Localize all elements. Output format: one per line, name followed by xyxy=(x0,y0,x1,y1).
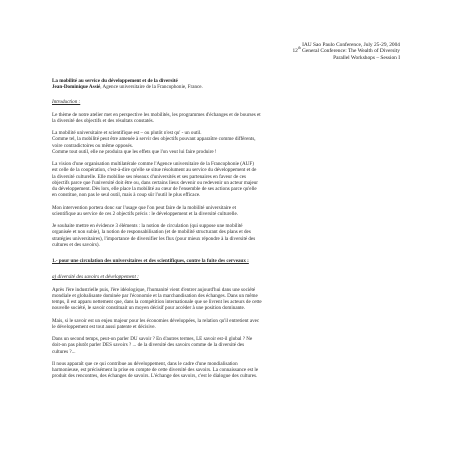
paragraph-line: en constitue, non pas le seul outil, mais à coup sûr l'outil le plus efficace. xyxy=(52,192,201,199)
paragraph-line: du développement. Dès lors, elle place la mobilité au cœur de l'ensemble de ses actions parce qu'elle xyxy=(52,186,257,193)
paragraph-line: cultures ?... xyxy=(52,348,76,355)
header-line-1: IAU Sao Paulo Conference, July 25-29, 2004 xyxy=(302,42,400,48)
paragraph-line: le développement est tout aussi patente et décisive. xyxy=(52,323,156,330)
paragraph xyxy=(52,223,400,248)
paragraph-line: Je souhaite mettre en évidence 3 éléments : la notion de circulation (qui suppose une mobilité xyxy=(52,223,243,230)
paragraph-line: Comme tout outil, elle ne produira que les effets que l'on veut lui faire produire ! xyxy=(52,148,217,155)
paragraph-line: Mais, si le savoir est un enjeu majeur pour les économies développées, la relation qu'il entretient avec xyxy=(52,317,260,324)
paragraph-line: nouvelle société, le savoir constituait un moyen décisif pour accéder à une position dominante. xyxy=(52,305,246,312)
paragraph-line: cultures et des savoirs). xyxy=(52,241,100,248)
paragraph-line: Il nous apparaît que ce qui contribue au développement, dans le cadre d'une mondialisation xyxy=(52,361,238,368)
title-block xyxy=(52,78,400,90)
section-1a-subheading: a) diversité des savoirs et développement : xyxy=(52,274,139,281)
conference-header xyxy=(52,42,400,61)
paragraph xyxy=(52,361,400,380)
header-line-2-text: General Conference: The Wealth of Diversity xyxy=(300,48,400,55)
header-line-2-number: 12 xyxy=(292,48,298,55)
paragraph xyxy=(52,112,400,124)
paragraph-line: Après l'ère industrielle puis, l'ère idéologique, l'humanité vient d'entrer aujourd'hui dans une société xyxy=(52,286,256,293)
paragraph-line: Comme tel, la mobilité peut être amenée à servir des objectifs pouvant apparaître comme différents, xyxy=(52,136,256,143)
paragraph-line: la diversité culturelle. Elle mobilise ses réseaux d'universités et ses partenaires en faveur de ces xyxy=(52,173,246,180)
paragraph-line: la diversité des objectifs et des résultats constatés. xyxy=(52,117,154,124)
intro-paragraphs xyxy=(52,112,400,248)
header-line-2-superscript: th xyxy=(297,46,301,51)
paragraph-line: produit des rencontres, des échanges de savoirs. L'échange des savoirs, c'est le dialogue des cultures. xyxy=(52,373,258,380)
paragraph-line: La vision d'une organisation multilatérale comme l'Agence universitaire de la Francophonie (AUF) xyxy=(52,161,254,168)
paragraph-line: harmonieuse, est précisément la prise en compte de cette diversité des savoirs. La connaissance est le xyxy=(52,367,259,374)
paragraph xyxy=(52,161,400,198)
paragraph-line: Mon intervention portera donc sur l'usage que l'on peut faire de la mobilité universitaire et xyxy=(52,204,237,211)
paragraph xyxy=(52,205,400,217)
paragraph-line: La mobilité universitaire et scientifique est – ou plutôt n'est qu' - un outil. xyxy=(52,130,202,137)
paragraph-line: objectifs parce que l'université doit être ou, dans certains lieux devenir ou redevenir un acteur majeur xyxy=(52,179,259,186)
paragraph xyxy=(52,318,400,330)
intro-heading: Introduction : xyxy=(52,99,81,106)
paragraph xyxy=(52,130,400,155)
paragraph xyxy=(52,287,400,312)
paragraph-line: stratégies universitaires), l'importance de diversifier les flux (pour mieux répondre à la diversité des xyxy=(52,235,256,242)
section-1-paragraphs xyxy=(52,287,400,380)
paragraph-line: voire contradictoires ou même opposés. xyxy=(52,142,134,149)
author-name: Jean-Dominique Assié xyxy=(52,84,101,91)
paragraph-line: mondiale et globalisante dominée par l'économie et la marchandisation des échanges. Dans un même xyxy=(52,292,258,299)
paragraph-line: Dans un second temps, peut-on parler DU savoir ? En d'autres termes, LE savoir est-il global ? Ne xyxy=(52,336,253,343)
paragraph-line: temps, il est apparu nettement que, dans la compétition internationale que se livrent les acteurs de cette xyxy=(52,299,262,306)
paragraph-line: Le thème de notre atelier met en perspective les mobilités, les programmes d'échanges et de bourses et xyxy=(52,111,261,118)
paragraph-line: scientifique au service de ces 2 objectifs précis : le développement et la diversité culturelle. xyxy=(52,210,238,217)
paragraph-line: est celle de la coopération, c'est-à-dire qu'elle se situe résolument au service du développement et de xyxy=(52,167,257,174)
paragraph-line: organisée et non subie), la notion de responsabilisation (et de mobilité structurant des plans et des xyxy=(52,229,251,236)
author-affiliation: , Agence universitaire de la Francophonie, France. xyxy=(100,84,203,91)
section-1-heading: 1.- pour une circulation des universitaires et des scientifiques, contre la fuite des cerveaux : xyxy=(52,258,249,265)
header-line-3: Parallel Workshops – Session I xyxy=(333,54,400,61)
document-title: La mobilité au service du développement et de la diversité xyxy=(52,77,178,84)
paragraph xyxy=(52,336,400,355)
paragraph-line: doit-on pas plutôt parler DES savoirs ? ... de la diversité des savoirs comme de la diversité des xyxy=(52,342,245,349)
